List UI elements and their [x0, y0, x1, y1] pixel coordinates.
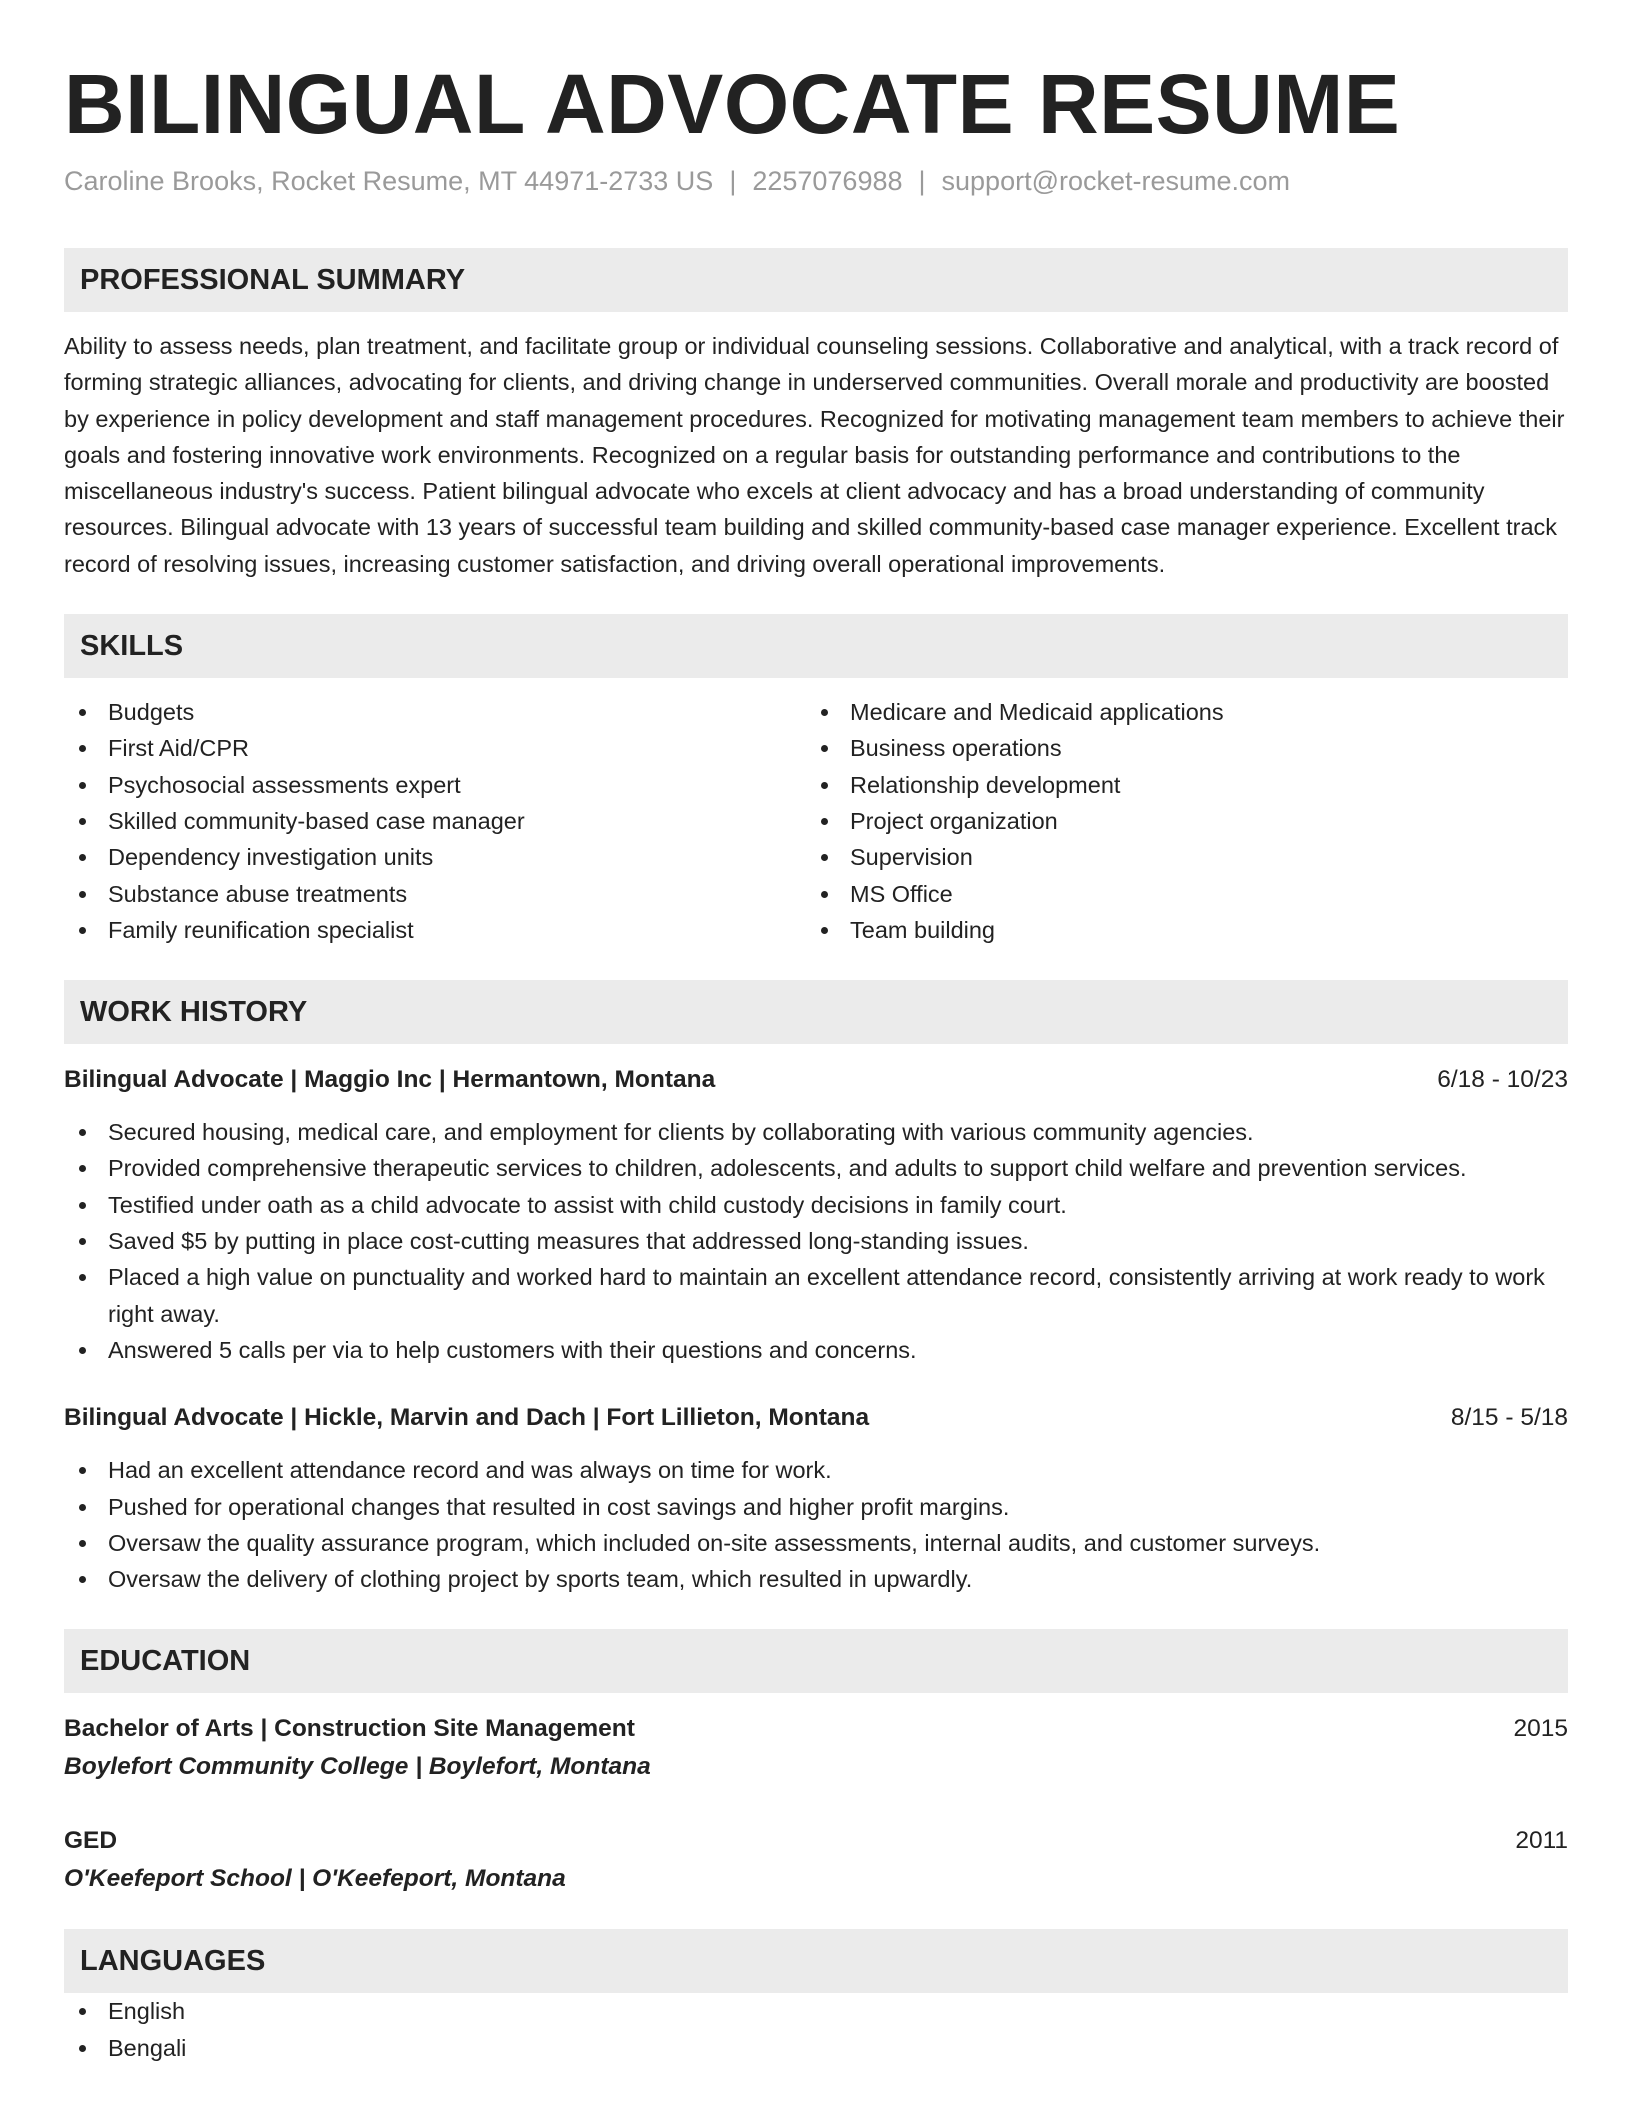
skill-item: Family reunification specialist	[64, 912, 806, 948]
skills-column-left	[64, 694, 806, 948]
job-bullet: Secured housing, medical care, and employment for clients by collaborating with various community agencies.	[64, 1114, 1568, 1150]
job-title: Bilingual Advocate | Hickle, Marvin and Dach | Fort Lillieton, Montana	[64, 1404, 870, 1432]
job-bullet: Answered 5 calls per via to help customers with their questions and concerns.	[64, 1332, 1568, 1368]
job-bullet: Pushed for operational changes that resulted in cost savings and higher profit margins.	[64, 1489, 1568, 1525]
education-degree: GED	[64, 1827, 118, 1855]
language-item: Bengali	[64, 2030, 1568, 2066]
job-bullets	[64, 1114, 1568, 1368]
skill-item: Business operations	[806, 730, 1548, 766]
education-entry	[64, 1711, 1568, 1785]
skill-item: Skilled community-based case manager	[64, 803, 806, 839]
education-school: O'Keefeport School | O'Keefeport, Montana	[64, 1865, 566, 1893]
skill-item: Relationship development	[806, 767, 1548, 803]
summary-text: Ability to assess needs, plan treatment, and facilitate group or individual counseling sessions. Collaborative and analytical, with a track record of forming strategic alliances, advocating for clients, and driving change in underserved communities. Overall morale and productivity are boosted by experience in policy development and staff management procedures. Recognized for motivating management team members to achieve their goals and fostering innovative work environments. Recognized on a regular basis for outstanding performance and contributions to the miscellaneous industry's success. Patient bilingual advocate who excels at client advocacy and has a broad understanding of community resources. Bilingual advocate with 13 years of successful team building and skilled community-based case manager experience. Excellent track record of resolving issues, increasing customer satisfaction, and driving overall operational improvements.	[64, 333, 1565, 577]
job-header	[64, 1062, 1568, 1098]
education-year: 2011	[1515, 1827, 1568, 1855]
skills-list	[64, 694, 1568, 948]
job-bullets	[64, 1452, 1568, 1597]
education-year: 2015	[1513, 1715, 1568, 1743]
skill-item: Budgets	[64, 694, 806, 730]
contact-phone: 2257076988	[752, 166, 903, 196]
job-title: Bilingual Advocate | Maggio Inc | Hermantown, Montana	[64, 1066, 716, 1094]
resume-page	[64, 0, 1568, 2066]
contact-separator: |	[918, 166, 926, 196]
education-school: Boylefort Community College | Boylefort, Montana	[64, 1753, 651, 1781]
skill-item: Project organization	[806, 803, 1548, 839]
job-bullet: Testified under oath as a child advocate to assist with child custody decisions in family court.	[64, 1187, 1568, 1223]
skill-item: MS Office	[806, 876, 1548, 912]
contact-email: support@rocket-resume.com	[941, 166, 1291, 196]
job-dates: 6/18 - 10/23	[1437, 1066, 1568, 1094]
skill-item: Team building	[806, 912, 1548, 948]
contact-line	[64, 164, 1568, 198]
skill-item: Dependency investigation units	[64, 839, 806, 875]
skills-column-right	[806, 694, 1548, 948]
skill-item: Supervision	[806, 839, 1548, 875]
skills-heading: SKILLS	[64, 614, 1568, 678]
languages-heading: LANGUAGES	[64, 1929, 1568, 1993]
education-entry	[64, 1823, 1568, 1897]
job-bullet: Saved $5 by putting in place cost-cutting measures that addressed long-standing issues.	[64, 1223, 1568, 1259]
languages-list	[64, 1993, 1568, 2066]
contact-separator: |	[729, 166, 737, 196]
education-header	[64, 1711, 1568, 1747]
job-bullet: Oversaw the delivery of clothing project by sports team, which resulted in upwardly.	[64, 1561, 1568, 1597]
job-entry	[64, 1062, 1568, 1368]
education-header	[64, 1823, 1568, 1859]
contact-address: Caroline Brooks, Rocket Resume, MT 44971-2733 US	[64, 166, 714, 196]
job-entry	[64, 1400, 1568, 1597]
work-history-heading: WORK HISTORY	[64, 980, 1568, 1044]
job-dates: 8/15 - 5/18	[1450, 1404, 1568, 1432]
resume-title: BILINGUAL ADVOCATE RESUME	[64, 57, 1401, 151]
skill-item: First Aid/CPR	[64, 730, 806, 766]
job-header	[64, 1400, 1568, 1436]
job-bullet: Oversaw the quality assurance program, which included on-site assessments, internal audits, and customer surveys.	[64, 1525, 1568, 1561]
skill-item: Psychosocial assessments expert	[64, 767, 806, 803]
job-bullet: Had an excellent attendance record and was always on time for work.	[64, 1452, 1568, 1488]
summary-heading: PROFESSIONAL SUMMARY	[64, 248, 1568, 312]
education-heading: EDUCATION	[64, 1629, 1568, 1693]
education-degree: Bachelor of Arts | Construction Site Management	[64, 1715, 635, 1743]
skill-item: Medicare and Medicaid applications	[806, 694, 1548, 730]
skill-item: Substance abuse treatments	[64, 876, 806, 912]
language-item: English	[64, 1993, 1568, 2029]
job-bullet: Provided comprehensive therapeutic services to children, adolescents, and adults to support child welfare and prevention services.	[64, 1150, 1568, 1186]
job-bullet: Placed a high value on punctuality and worked hard to maintain an excellent attendance record, consistently arriving at work ready to work right away.	[64, 1259, 1568, 1332]
